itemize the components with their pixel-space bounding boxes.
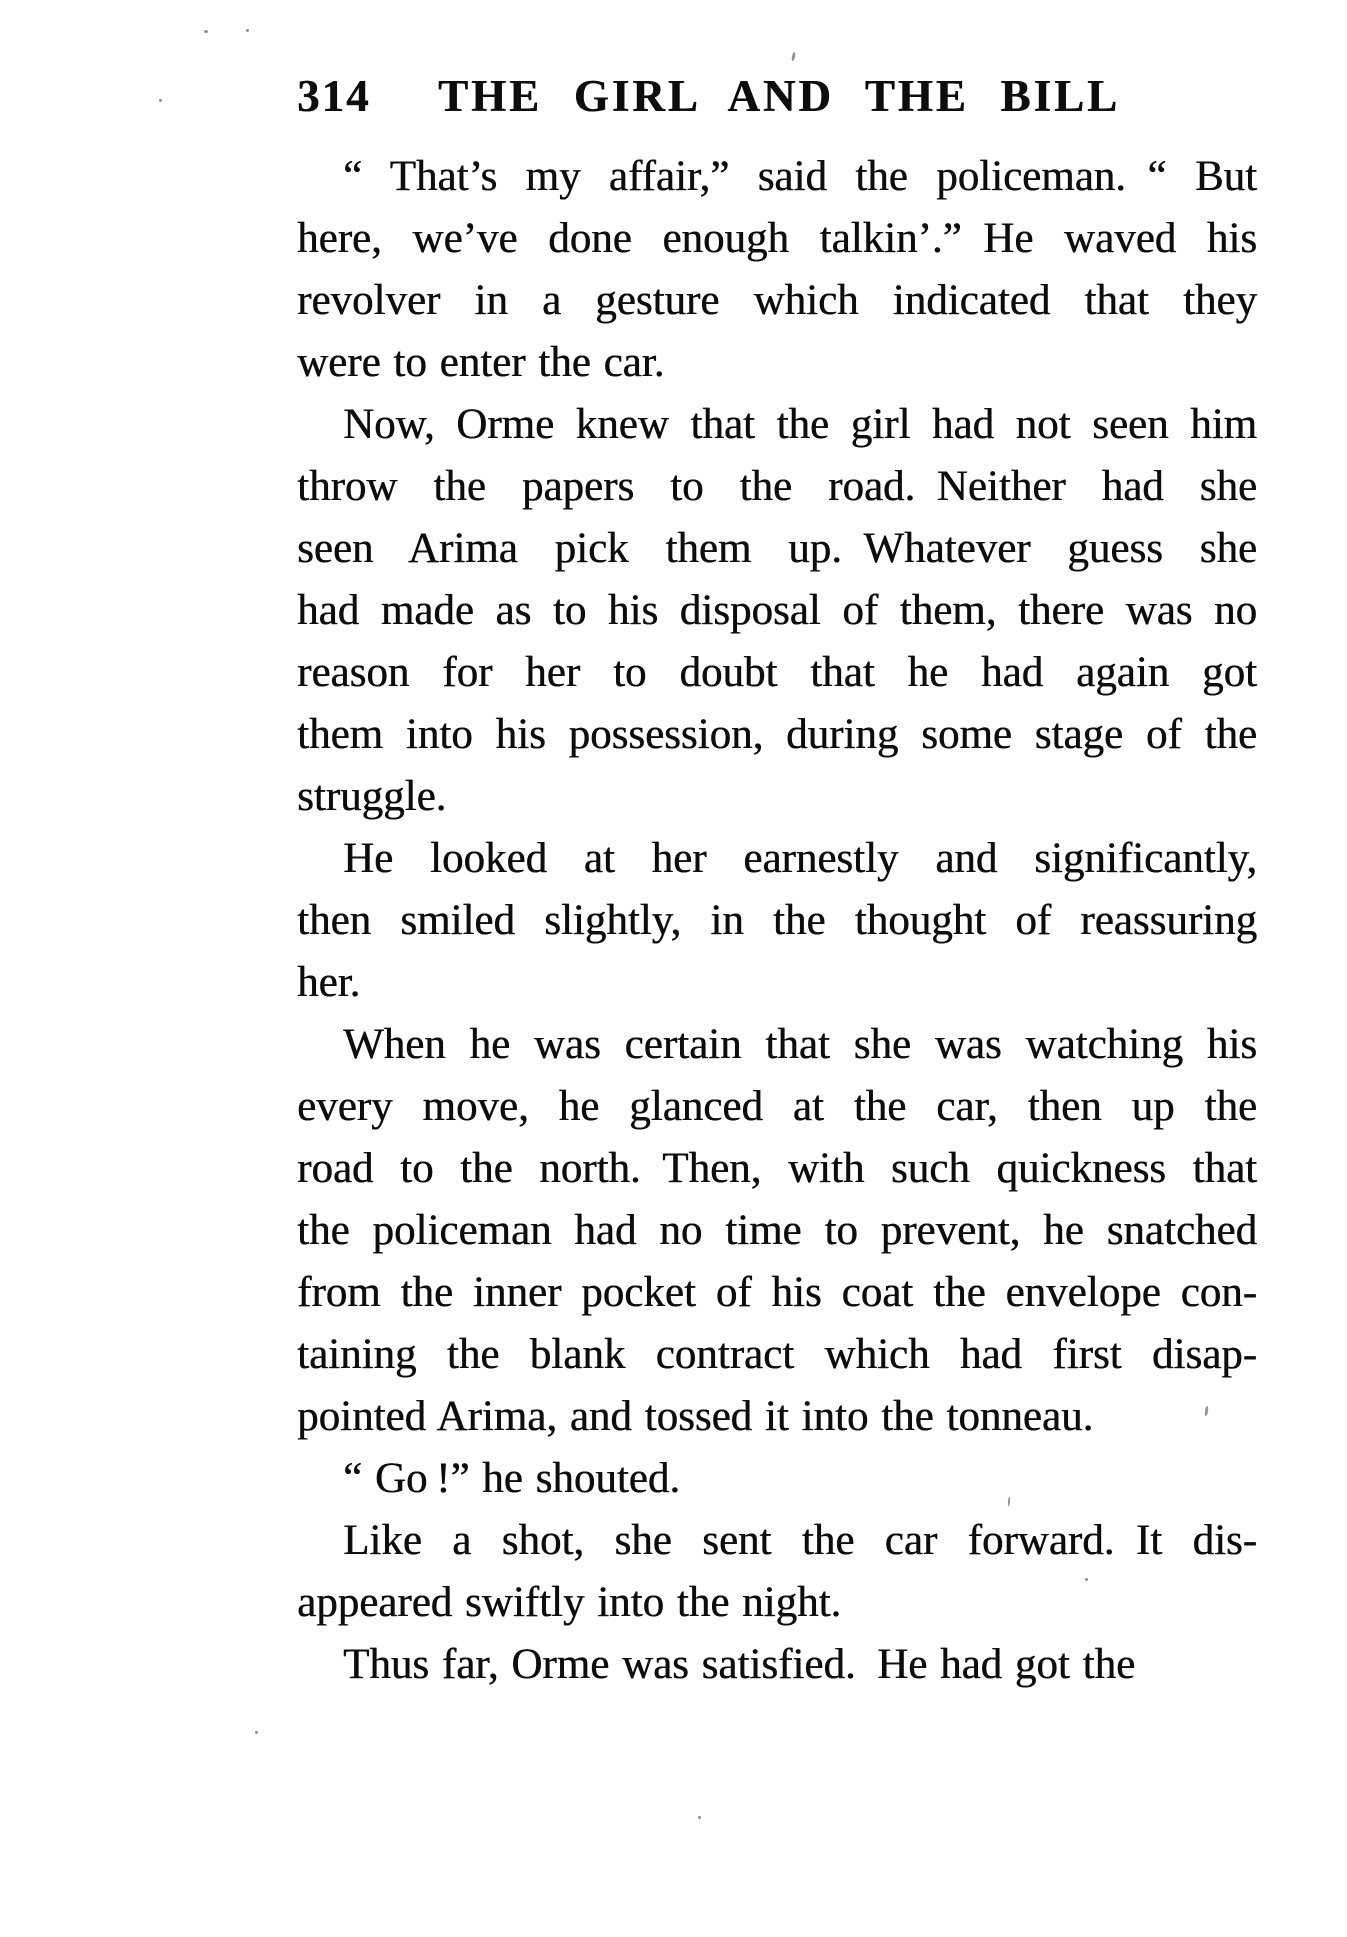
text-line: struggle. <box>297 773 447 820</box>
text-line: taining the blank contract which had first disap- <box>297 1331 1257 1378</box>
scan-speck <box>246 29 249 32</box>
page-text-block <box>297 146 1257 1696</box>
text-line: were to enter the car. <box>297 339 665 386</box>
text-line: “ That’s my affair,” said the policeman. “ But <box>343 153 1257 200</box>
text-line: When he was certain that she was watching his <box>343 1021 1257 1068</box>
text-line: “ Go !” he shouted. <box>343 1455 681 1502</box>
text-line: her. <box>297 959 361 1006</box>
scan-speck <box>1085 1578 1088 1581</box>
scan-speck <box>204 30 208 33</box>
page-header <box>0 70 1347 130</box>
text-line: then smiled slightly, in the thought of reassuring <box>297 897 1257 944</box>
text-line: them into his possession, during some stage of the <box>297 711 1257 758</box>
text-line: reason for her to doubt that he had again got <box>297 649 1257 696</box>
text-line: from the inner pocket of his coat the envelope con- <box>297 1269 1257 1316</box>
text-line: Now, Orme knew that the girl had not seen him <box>343 401 1257 448</box>
running-title: THE GIRL AND THE BILL <box>438 71 1120 121</box>
scan-speck <box>791 52 796 61</box>
text-line: pointed Arima, and tossed it into the tonneau. <box>297 1393 1094 1440</box>
text-line: appeared swiftly into the night. <box>297 1579 842 1626</box>
text-line: throw the papers to the road. Neither had she <box>297 463 1257 510</box>
text-line: had made as to his disposal of them, there was no <box>297 587 1257 634</box>
scan-speck <box>255 1731 258 1734</box>
text-line: Thus far, Orme was satisfied. He had got the <box>343 1641 1136 1688</box>
text-line: revolver in a gesture which indicated that they <box>297 277 1257 324</box>
text-line: seen Arima pick them up. Whatever guess she <box>297 525 1257 572</box>
text-line: every move, he glanced at the car, then up the <box>297 1083 1257 1130</box>
text-line: He looked at her earnestly and significantly, <box>343 835 1257 882</box>
scan-speck <box>698 1816 701 1819</box>
text-line: road to the north. Then, with such quickness that <box>297 1145 1257 1192</box>
page-number: 314 <box>297 71 371 121</box>
scan-speck <box>159 99 162 102</box>
text-line: the policeman had no time to prevent, he snatched <box>297 1207 1257 1254</box>
text-line: Like a shot, she sent the car forward. It dis- <box>343 1517 1257 1564</box>
text-line: here, we’ve done enough talkin’.” He waved his <box>297 215 1257 262</box>
